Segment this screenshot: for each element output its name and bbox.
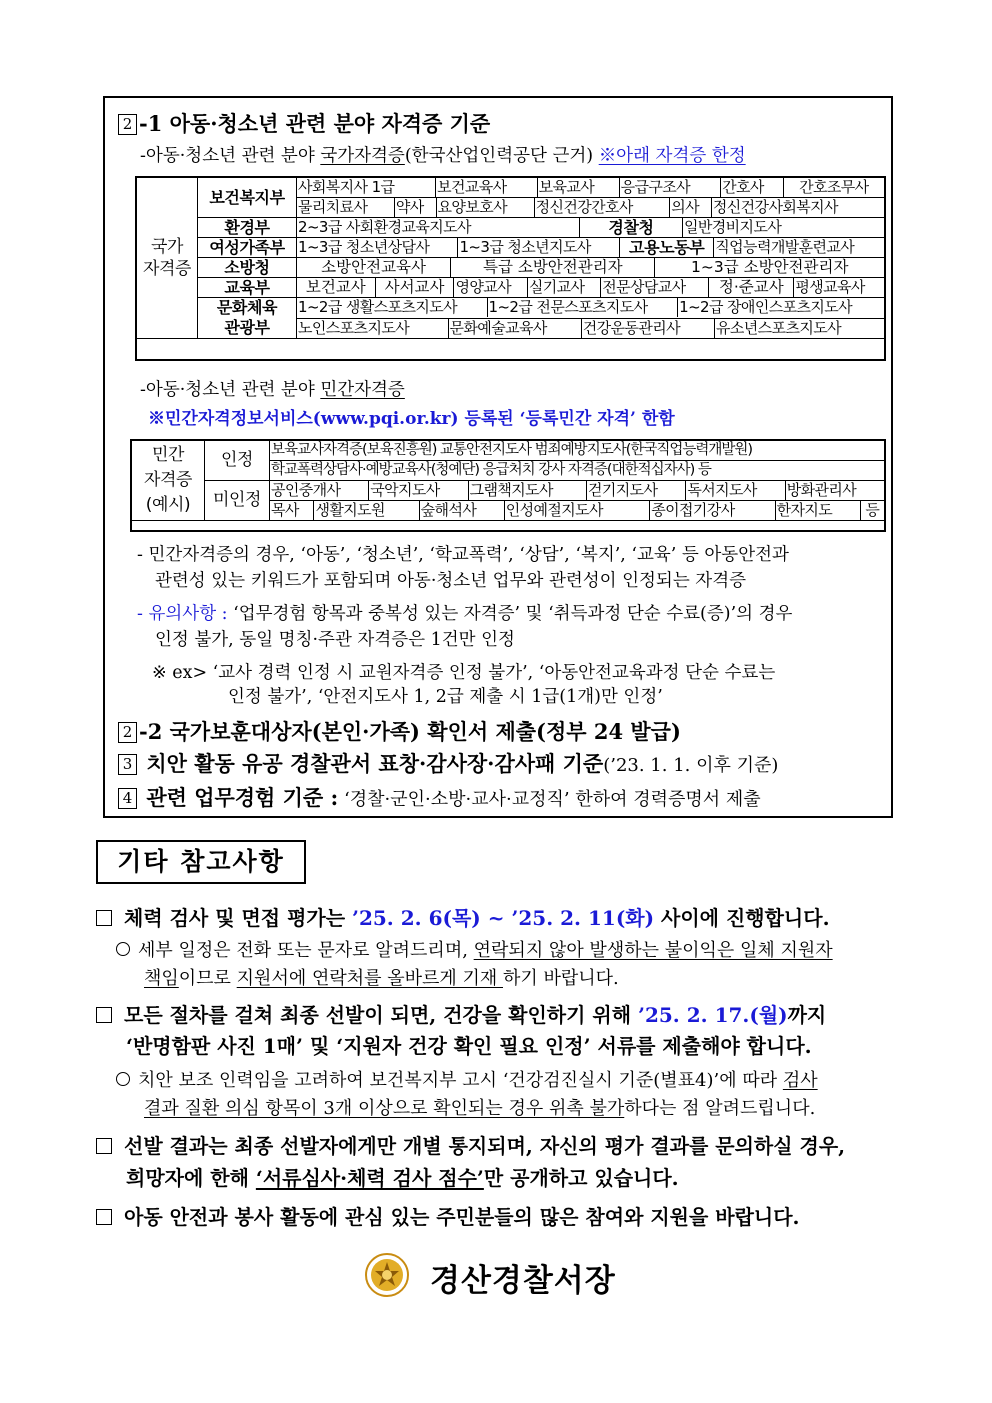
section-3-tail: (’23. 1. 1. 이후 기준)	[603, 755, 779, 776]
cert-cell: 유소년스포츠지도사	[716, 318, 842, 337]
cert-cell: 일반경비지도사	[684, 218, 782, 236]
caution-line-2: 인정 불가, 동일 명칭·주관 자격증은 1건만 인정	[155, 630, 515, 650]
cert-cell: 걷기지도사	[587, 481, 686, 500]
reference-title: 기타 참고사항	[96, 840, 306, 884]
ministry-education: 교육부	[198, 278, 297, 298]
section-2-1-heading	[118, 108, 490, 138]
b1-date: ’25. 2. 6(목) ~ ’25. 2. 11(화)	[352, 906, 655, 930]
national-cert-line	[140, 142, 746, 167]
cert-cell: 정·준교사	[709, 278, 794, 297]
cert-cell: 1~3급 청소년지도사	[458, 238, 620, 257]
cert-cell: 간호사	[721, 178, 784, 197]
recognized-label: 인정	[205, 441, 270, 481]
s2-text: 치안 보조 인력임을 고려하여 보건복지부 고시 ‘건강검진실시 기준(별표4)’에 따라	[138, 1070, 783, 1091]
private-cert-line	[140, 376, 405, 401]
national-group-label: 국가 자격증	[137, 178, 198, 339]
section-4-text: 관련 업무경험 기준 :	[146, 785, 339, 810]
cert-cell: 등	[865, 501, 880, 519]
cert-cell: 요양보호사	[436, 198, 534, 217]
s2-underline: 검사	[782, 1070, 818, 1091]
reference-bullet-2-line-1	[96, 999, 826, 1028]
cert-cell: 사서교사	[375, 278, 454, 297]
cert-cell: 방화관리사	[786, 481, 857, 499]
s2-tail: 하다는 점 알려드립니다.	[624, 1098, 816, 1119]
circle-bullet-icon	[116, 942, 130, 956]
cert-cell: 문화예술교육사	[448, 319, 581, 338]
s1-underline: 연락되지 않아 발생하는 불이익은 일체 지원자	[473, 940, 833, 961]
ministry-labor: 고용노동부	[620, 238, 714, 257]
ministry-gender-family: 여성가족부	[198, 238, 297, 258]
section-2-1-title: -1 아동·청소년 관련 분야 자격증 기준	[139, 111, 491, 136]
cert-cell: 1~3급 청소년상담사	[297, 238, 458, 257]
reference-sub-1-line-2	[144, 964, 619, 990]
private-line-prefix: -아동·청소년 관련 분야	[140, 380, 321, 400]
national-line-prefix: -아동·청소년 관련 분야	[140, 146, 321, 166]
s1-underline-3: 지원서에 연락처를 올바르게 기재	[236, 968, 503, 989]
private-note-line-2: 관련성 있는 키워드가 포함되며 아동·청소년 업무와 관련성이 인정되는 자격증	[155, 571, 747, 591]
b4-text: 아동 안전과 봉사 활동에 관심 있는 주민분들의 많은 참여와 지원을 바랍니다.	[124, 1205, 800, 1229]
national-line-underline: 국가자격증	[320, 146, 405, 166]
private-note-line-1: - 민간자격증의 경우, ‘아동’, ‘청소년’, ‘학교폭력’, ‘상담’, ‘복지’, ‘교육’ 등 아동안전과	[137, 545, 789, 565]
cert-cell: 전문상담교사	[601, 278, 709, 297]
cert-cell: 사회복지사 1급	[297, 178, 436, 197]
recognized-row: 학교폭력상담사·예방교육사(청예단) 응급처치 강사 자격증(대한적십자사) 등	[270, 461, 885, 481]
section-4	[118, 782, 761, 812]
cert-cell: 물리치료사	[297, 198, 394, 217]
cert-cell: 간호조무사	[799, 178, 869, 196]
s1-tail: 하기 바랍니다.	[503, 968, 619, 989]
cert-cell: 생활지도원	[314, 501, 419, 520]
national-line-note: ※아래 자격증 한정	[598, 146, 746, 166]
square-bullet-icon	[96, 1138, 112, 1154]
reference-sub-1-line-1	[116, 936, 833, 962]
cert-cell: 2~3급 사회환경교육지도사	[297, 218, 580, 237]
cert-cell: 직업능력개발훈련교사	[715, 238, 855, 256]
section-2-2-text: -2 국가보훈대상자(본인·가족) 확인서 제출(정부 24 발급)	[139, 719, 681, 744]
cert-cell: 의사	[670, 198, 712, 217]
ministry-culture-sports: 문화체육 관광부	[198, 298, 297, 339]
square-bullet-icon	[96, 1209, 112, 1225]
recognized-row: 보육교사자격증(보육진흥원) 교통안전지도사 범죄예방지도사(한국직업능력개발원)	[270, 441, 885, 461]
cert-cell: 1~3급 소방안전관리자	[691, 258, 849, 276]
square-bullet-icon	[96, 910, 112, 926]
cert-cell: 소방안전교육사	[297, 258, 451, 277]
section-number-box: 2	[118, 114, 137, 135]
cert-cell: 정신건강사회복지사	[712, 198, 838, 216]
cert-cell: 특급 소방안전관리자	[451, 258, 655, 277]
section-number-box: 4	[118, 788, 137, 809]
police-emblem-icon	[364, 1252, 410, 1302]
cert-cell: 평생교육사	[795, 278, 865, 296]
private-line-underline: 민간자격증	[320, 380, 405, 400]
section-3	[118, 748, 778, 778]
b2-text: 모든 절차를 걸쳐 최종 선발이 되면, 건강을 확인하기 위해	[124, 1003, 638, 1027]
cert-cell: 건강운동관리사	[581, 319, 714, 338]
circle-bullet-icon	[116, 1072, 130, 1086]
reference-bullet-2-line-2: ‘반명함판 사진 1매’ 및 ‘지원자 건강 확인 필요 인정’ 서류를 제출해야 합니다.	[126, 1034, 812, 1058]
example-line-1: ※ ex> ‘교사 경력 인정 시 교원자격증 인정 불가’, ‘아동안전교육과정 단순 수료는	[152, 663, 776, 683]
cert-cell: 노인스포츠지도사	[297, 319, 448, 338]
cert-cell: 정신건강간호사	[534, 198, 670, 217]
cert-cell: 숲해석사	[419, 501, 504, 520]
b3-prefix: 희망자에 한해	[126, 1166, 256, 1190]
b3-underline: ‘서류심사·체력 검사 점수’	[255, 1166, 484, 1190]
section-number-box: 3	[118, 754, 137, 775]
caution-text: ‘업무경험 항목과 중복성 있는 자격증’ 및 ‘취득과정 단순 수료(증)’의 경우	[227, 604, 793, 624]
reference-bullet-1	[96, 902, 830, 931]
ministry-health-welfare: 보건복지부	[198, 178, 297, 218]
reference-bullet-4	[96, 1201, 800, 1230]
cert-cell: 종이접기강사	[650, 501, 775, 520]
reference-bullet-3-line-1	[96, 1130, 845, 1159]
national-line-mid: (한국산업인력공단 근거)	[404, 146, 599, 166]
s1-underline-2: 책임	[144, 968, 179, 989]
square-bullet-icon	[96, 1007, 112, 1023]
cert-cell: 1~2급 장애인스포츠지도사	[679, 298, 853, 317]
reference-sub-2-line-2	[144, 1094, 815, 1120]
b1-tail: 사이에 진행합니다.	[654, 906, 830, 930]
cert-cell: 보건교육사	[436, 178, 537, 197]
cert-cell: 1~2급 생활스포츠지도사	[297, 298, 487, 317]
private-cert-note: ※민간자격정보서비스(www.pqi.or.kr) 등록된 ‘등록민간 자격’ 한함	[148, 409, 675, 429]
example-line-2: 인정 불가’, ‘안전지도사 1, 2급 제출 시 1급(1개)만 인정’	[228, 687, 663, 707]
private-cert-table	[131, 440, 885, 521]
ministry-environment: 환경부	[198, 218, 297, 238]
b3-tail: 만 공개하고 있습니다.	[483, 1166, 679, 1190]
s1-mid: 이므로	[178, 968, 237, 989]
caution-line-1	[137, 600, 792, 625]
b1-text: 체력 검사 및 면접 평가는	[124, 906, 353, 930]
cert-cell: 국악지도사	[369, 481, 468, 500]
cert-cell: 응급구조사	[619, 178, 720, 197]
reference-sub-2-line-1	[116, 1066, 818, 1092]
section-4-tail: ‘경찰·군인·소방·교사·교정직’ 한하여 경력증명서 제출	[338, 789, 761, 810]
b3-text: 선발 결과는 최종 선발자에게만 개별 통지되며, 자신의 평가 결과를 문의하실 경우,	[124, 1134, 846, 1158]
cert-cell: 1~2급 전문스포츠지도사	[487, 298, 678, 317]
cert-cell: 약사	[394, 198, 436, 217]
reference-bullet-3-line-2	[126, 1162, 679, 1191]
cert-cell: 공인중개사	[270, 481, 369, 500]
cert-cell: 한자지도	[775, 501, 860, 520]
cert-cell: 인성예절지도사	[504, 501, 650, 520]
private-group-label: 민간 자격증 (예시)	[132, 441, 205, 521]
cert-cell: 목사	[270, 501, 314, 520]
cert-cell: 보육교사	[537, 178, 619, 197]
section-2-2	[118, 716, 681, 746]
cert-cell: 영양교사	[454, 278, 527, 297]
b2-date: ’25. 2. 17.(월)	[638, 1003, 788, 1027]
cert-cell: 보건교사	[297, 278, 375, 297]
cert-cell: 그램책지도사	[468, 481, 586, 500]
s2-underline-2: 결과 질환 의심 항목이 3개 이상으로 확인되는 경우 위촉 불가	[144, 1098, 625, 1119]
signature-block	[364, 1252, 616, 1302]
national-cert-table	[136, 177, 885, 339]
b2-tail: 까지	[787, 1003, 827, 1027]
s1-text: 세부 일정은 전화 또는 문자로 알려드리며,	[138, 940, 474, 961]
cert-cell: 독서지도사	[686, 481, 785, 500]
cert-cell: 실기교사	[527, 278, 600, 297]
signature-text: 경산경찰서장	[430, 1262, 616, 1299]
ministry-fire: 소방청	[198, 258, 297, 278]
caution-label: - 유의사항 :	[137, 604, 228, 624]
ministry-police: 경찰청	[580, 218, 683, 237]
unrecognized-label: 미인정	[205, 481, 270, 521]
section-number-box: 2	[118, 722, 137, 743]
section-3-text: 치안 활동 유공 경찰관서 표창·감사장·감사패 기준	[146, 751, 604, 776]
